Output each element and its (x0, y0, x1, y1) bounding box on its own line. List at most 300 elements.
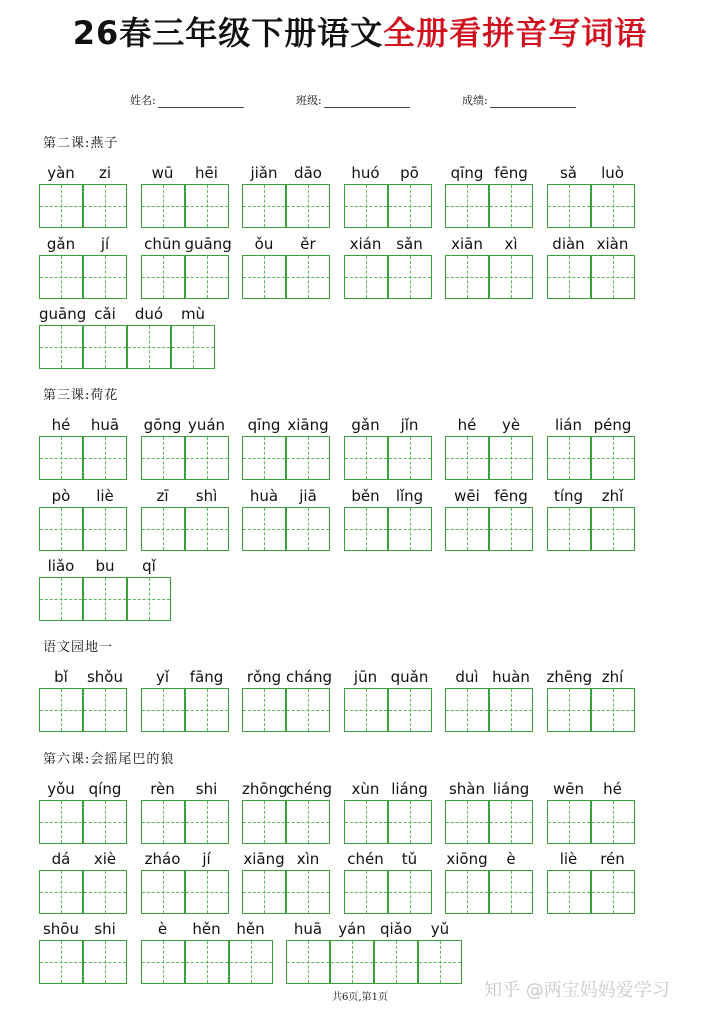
writing-box[interactable] (83, 436, 127, 480)
writing-box[interactable] (141, 940, 185, 984)
grid-guide-v (410, 871, 411, 913)
grid-guide-v (105, 689, 106, 731)
pinyin-label: fāng (189, 668, 224, 686)
pinyin-label: diàn (552, 235, 585, 253)
writing-box[interactable] (242, 870, 286, 914)
pinyin-label: dá (51, 850, 71, 868)
writing-box[interactable] (286, 870, 330, 914)
grid-guide-v (308, 871, 309, 913)
grid-guide-v (61, 326, 62, 368)
grid-guide-v (613, 689, 614, 731)
writing-box[interactable] (242, 255, 286, 299)
writing-box[interactable] (242, 800, 286, 844)
grid-guide-v (396, 941, 397, 983)
writing-box[interactable] (489, 184, 533, 228)
writing-box[interactable] (39, 870, 83, 914)
pinyin-label: chén (347, 850, 384, 868)
pinyin-label: hé (457, 416, 477, 434)
writing-box[interactable] (141, 255, 185, 299)
pinyin-label: ǒu (254, 235, 274, 253)
pinyin-label: jiā (299, 487, 317, 505)
pinyin-label: lǐng (395, 487, 424, 505)
pinyin-label: xián (349, 235, 382, 253)
pinyin-label: rén (600, 850, 625, 868)
grid-guide-v (105, 256, 106, 298)
grid-guide-v (467, 437, 468, 479)
writing-box[interactable] (388, 800, 432, 844)
pinyin-label: mù (180, 305, 206, 323)
pinyin-label: dāo (294, 164, 322, 182)
writing-box[interactable] (344, 255, 388, 299)
pinyin-label: xiè (93, 850, 117, 868)
pinyin-label: gǎn (351, 416, 380, 434)
writing-box[interactable] (344, 870, 388, 914)
writing-box[interactable] (39, 577, 83, 621)
grid-guide-v (207, 801, 208, 843)
grid-guide-v (410, 508, 411, 550)
grid-guide-v (569, 689, 570, 731)
grid-guide-v (61, 256, 62, 298)
name-field[interactable] (130, 92, 244, 108)
grid-guide-v (105, 941, 106, 983)
grid-guide-v (467, 801, 468, 843)
pinyin-label: xùn (351, 780, 380, 798)
grid-guide-v (193, 326, 194, 368)
pinyin-label: qīng (450, 164, 484, 182)
pinyin-label: pō (400, 164, 419, 182)
grid-guide-v (264, 256, 265, 298)
pinyin-label: yuán (187, 416, 226, 434)
grid-guide-v (207, 941, 208, 983)
grid-guide-v (511, 508, 512, 550)
pinyin-label: zhǐ (601, 487, 624, 505)
writing-box[interactable] (39, 940, 83, 984)
writing-box[interactable] (344, 507, 388, 551)
writing-box[interactable] (445, 184, 489, 228)
writing-box[interactable] (185, 184, 229, 228)
pinyin-label: wū (151, 164, 174, 182)
grid-guide-v (264, 801, 265, 843)
grid-guide-v (410, 256, 411, 298)
writing-box[interactable] (141, 507, 185, 551)
grid-guide-v (105, 578, 106, 620)
grid-guide-v (207, 871, 208, 913)
writing-box[interactable] (286, 800, 330, 844)
grid-guide-v (569, 508, 570, 550)
grid-guide-v (308, 508, 309, 550)
writing-box[interactable] (445, 507, 489, 551)
pinyin-label: xiāng (243, 850, 285, 868)
class-field[interactable] (296, 92, 410, 108)
writing-box[interactable] (83, 325, 127, 369)
writing-box[interactable] (185, 800, 229, 844)
grid-guide-v (264, 508, 265, 550)
grid-guide-v (149, 578, 150, 620)
pinyin-label: pò (51, 487, 71, 505)
pinyin-label: liè (559, 850, 578, 868)
page-title (0, 10, 720, 56)
pinyin-label: yán (338, 920, 366, 938)
grid-guide-v (163, 256, 164, 298)
pinyin-label: yǒu (47, 780, 75, 798)
pinyin-label: guāng (184, 235, 232, 253)
pinyin-label: chūn (144, 235, 181, 253)
pinyin-label: shì (195, 487, 218, 505)
grid-guide-v (467, 508, 468, 550)
pinyin-label: chéng (286, 780, 333, 798)
grid-guide-v (61, 801, 62, 843)
pinyin-label: xìn (296, 850, 320, 868)
grid-guide-v (613, 871, 614, 913)
class-blank[interactable] (324, 95, 410, 108)
pinyin-label: gǎn (46, 235, 76, 253)
writing-box[interactable] (185, 255, 229, 299)
pinyin-label: jūn (353, 668, 378, 686)
grid-guide-v (410, 801, 411, 843)
pinyin-label: zi (98, 164, 112, 182)
grid-guide-v (61, 871, 62, 913)
grid-guide-v (511, 871, 512, 913)
writing-box[interactable] (591, 184, 635, 228)
pinyin-label: hěn (192, 920, 221, 938)
writing-box[interactable] (374, 940, 418, 984)
grid-guide-v (207, 256, 208, 298)
writing-box[interactable] (547, 507, 591, 551)
grid-guide-v (352, 941, 353, 983)
pinyin-label: zī (156, 487, 169, 505)
pinyin-label: rǒng (246, 668, 282, 686)
writing-box[interactable] (185, 870, 229, 914)
pinyin-label: jí (202, 850, 211, 868)
grid-guide-v (105, 326, 106, 368)
pinyin-label: běn (351, 487, 380, 505)
grid-guide-v (264, 871, 265, 913)
writing-box[interactable] (547, 184, 591, 228)
watermark: 知乎 @两宝妈妈爱学习 (484, 980, 670, 1001)
pinyin-label: yǐ (155, 668, 170, 686)
pinyin-label: shàn (448, 780, 486, 798)
writing-box[interactable] (489, 436, 533, 480)
grid-guide-v (207, 437, 208, 479)
writing-box[interactable] (286, 940, 330, 984)
pinyin-label: yǔ (430, 920, 450, 938)
writing-box[interactable] (39, 184, 83, 228)
grid-guide-v (61, 437, 62, 479)
section-title: 第六课:会摇尾巴的狼 (43, 752, 175, 767)
writing-box[interactable] (344, 688, 388, 732)
pinyin-label: cǎi (94, 305, 116, 323)
pinyin-label: qīng (247, 416, 281, 434)
pinyin-label: xiāng (287, 416, 329, 434)
writing-box[interactable] (83, 255, 127, 299)
writing-box[interactable] (242, 184, 286, 228)
pinyin-label: bǐ (54, 668, 68, 686)
section-title: 第二课:燕子 (43, 136, 119, 151)
writing-box[interactable] (229, 940, 273, 984)
pinyin-label: hēi (195, 164, 218, 182)
writing-box[interactable] (39, 325, 83, 369)
writing-box[interactable] (286, 255, 330, 299)
writing-box[interactable] (388, 184, 432, 228)
grid-guide-v (511, 185, 512, 227)
pinyin-label: qiǎo (379, 920, 413, 938)
grid-guide-v (163, 801, 164, 843)
grid-guide-v (366, 437, 367, 479)
grid-guide-v (105, 185, 106, 227)
pinyin-label: hé (51, 416, 71, 434)
grid-guide-v (511, 801, 512, 843)
writing-box[interactable] (83, 577, 127, 621)
grid-guide-v (308, 941, 309, 983)
grid-guide-v (61, 941, 62, 983)
grid-guide-v (613, 256, 614, 298)
pinyin-label: zhōng (242, 780, 288, 798)
writing-box[interactable] (83, 184, 127, 228)
pinyin-label: zhí (601, 668, 624, 686)
pinyin-label: liè (96, 487, 114, 505)
grid-guide-v (163, 871, 164, 913)
pinyin-label: luò (601, 164, 624, 182)
pinyin-label: shǒu (86, 668, 123, 686)
writing-box[interactable] (83, 688, 127, 732)
score-blank[interactable] (490, 95, 576, 108)
grid-guide-v (366, 508, 367, 550)
grid-guide-v (264, 185, 265, 227)
writing-box[interactable] (141, 436, 185, 480)
grid-guide-v (61, 578, 62, 620)
grid-guide-v (61, 689, 62, 731)
writing-box[interactable] (39, 436, 83, 480)
grid-guide-v (366, 801, 367, 843)
writing-box[interactable] (344, 184, 388, 228)
pinyin-label: liǎo (47, 557, 75, 575)
writing-box[interactable] (388, 255, 432, 299)
writing-box[interactable] (445, 688, 489, 732)
pinyin-label: yàn (47, 164, 75, 182)
writing-box[interactable] (547, 436, 591, 480)
name-blank[interactable] (158, 95, 244, 108)
grid-guide-v (569, 256, 570, 298)
grid-guide-v (163, 508, 164, 550)
writing-box[interactable] (185, 940, 229, 984)
grid-guide-v (467, 256, 468, 298)
writing-box[interactable] (330, 940, 374, 984)
grid-guide-v (569, 871, 570, 913)
writing-box[interactable] (83, 940, 127, 984)
grid-guide-v (207, 185, 208, 227)
writing-box[interactable] (388, 507, 432, 551)
writing-box[interactable] (547, 800, 591, 844)
grid-guide-v (410, 185, 411, 227)
writing-box[interactable] (242, 436, 286, 480)
writing-box[interactable] (39, 688, 83, 732)
writing-box[interactable] (141, 184, 185, 228)
grid-guide-v (366, 871, 367, 913)
grid-guide-v (61, 185, 62, 227)
writing-box[interactable] (445, 436, 489, 480)
grid-guide-v (613, 437, 614, 479)
grid-guide-v (163, 185, 164, 227)
pinyin-label: hěn (236, 920, 265, 938)
writing-box[interactable] (141, 870, 185, 914)
pinyin-label: qíng (88, 780, 122, 798)
pinyin-label: xì (504, 235, 518, 253)
writing-box[interactable] (489, 255, 533, 299)
pinyin-label: huàn (492, 668, 530, 686)
pinyin-label: liáng (492, 780, 530, 798)
writing-box[interactable] (547, 870, 591, 914)
grid-guide-v (308, 185, 309, 227)
writing-box[interactable] (83, 800, 127, 844)
grid-guide-v (308, 689, 309, 731)
grid-guide-v (264, 689, 265, 731)
pinyin-label: shi (195, 780, 218, 798)
writing-box[interactable] (591, 800, 635, 844)
writing-box[interactable] (171, 325, 215, 369)
pinyin-label: tǔ (401, 850, 418, 868)
name-label: 姓名: (130, 94, 156, 107)
writing-box[interactable] (39, 255, 83, 299)
pinyin-label: huó (351, 164, 380, 182)
grid-guide-v (308, 801, 309, 843)
pinyin-label: è (157, 920, 168, 938)
writing-box[interactable] (591, 436, 635, 480)
grid-guide-v (366, 185, 367, 227)
grid-guide-v (613, 185, 614, 227)
writing-box[interactable] (185, 688, 229, 732)
grid-guide-v (613, 508, 614, 550)
pinyin-label: huā (90, 416, 120, 434)
grid-guide-v (467, 185, 468, 227)
writing-box[interactable] (242, 688, 286, 732)
pinyin-label: wēn (552, 780, 584, 798)
pinyin-label: fēng (494, 164, 528, 182)
section-title: 语文园地一 (43, 640, 114, 655)
pinyin-label: duì (455, 668, 479, 686)
pinyin-label: xiàn (596, 235, 629, 253)
pinyin-label: qǐ (142, 557, 156, 575)
grid-guide-v (163, 437, 164, 479)
pinyin-label: ěr (300, 235, 316, 253)
grid-guide-v (467, 689, 468, 731)
writing-box[interactable] (286, 436, 330, 480)
grid-guide-v (613, 801, 614, 843)
grid-guide-v (308, 256, 309, 298)
writing-box[interactable] (445, 800, 489, 844)
pinyin-label: yè (501, 416, 521, 434)
pinyin-label: shi (94, 920, 116, 938)
grid-guide-v (569, 185, 570, 227)
title-part-red: 全册看拼音写词语 (383, 14, 648, 52)
pinyin-label: cháng (286, 668, 332, 686)
pinyin-label: guāng (39, 305, 87, 323)
pinyin-label: liáng (391, 780, 428, 798)
grid-guide-v (105, 801, 106, 843)
pinyin-label: péng (593, 416, 632, 434)
grid-guide-v (569, 437, 570, 479)
title-part-black: 26春三年级下册语文 (72, 14, 384, 52)
writing-box[interactable] (83, 507, 127, 551)
writing-box[interactable] (591, 870, 635, 914)
pinyin-label: wēi (454, 487, 480, 505)
writing-box[interactable] (547, 688, 591, 732)
writing-box[interactable] (388, 688, 432, 732)
writing-box[interactable] (185, 436, 229, 480)
score-field[interactable] (462, 92, 576, 108)
pinyin-label: jiǎn (250, 164, 278, 182)
pinyin-label: rèn (150, 780, 175, 798)
writing-box[interactable] (591, 507, 635, 551)
writing-box[interactable] (242, 507, 286, 551)
writing-box[interactable] (489, 800, 533, 844)
pinyin-label: bu (95, 557, 115, 575)
grid-guide-v (410, 437, 411, 479)
grid-guide-v (569, 801, 570, 843)
writing-box[interactable] (286, 184, 330, 228)
pinyin-label: quǎn (390, 668, 429, 686)
writing-box[interactable] (388, 870, 432, 914)
writing-box[interactable] (344, 800, 388, 844)
grid-guide-v (61, 508, 62, 550)
pinyin-label: xiān (451, 235, 483, 253)
pinyin-label: tíng (553, 487, 584, 505)
writing-box[interactable] (547, 255, 591, 299)
writing-box[interactable] (445, 255, 489, 299)
writing-box[interactable] (39, 507, 83, 551)
pinyin-label: hé (603, 780, 622, 798)
writing-box[interactable] (286, 688, 330, 732)
writing-box[interactable] (141, 688, 185, 732)
writing-box[interactable] (286, 507, 330, 551)
pinyin-label: gōng (143, 416, 182, 434)
grid-guide-v (264, 437, 265, 479)
writing-box[interactable] (591, 688, 635, 732)
writing-box[interactable] (489, 870, 533, 914)
writing-box[interactable] (83, 870, 127, 914)
pinyin-label: zháo (144, 850, 181, 868)
grid-guide-v (149, 326, 150, 368)
writing-box[interactable] (489, 688, 533, 732)
writing-box[interactable] (127, 325, 171, 369)
writing-box[interactable] (127, 577, 171, 621)
grid-guide-v (467, 871, 468, 913)
pinyin-label: jí (100, 235, 110, 253)
pinyin-label: duó (134, 305, 164, 323)
page-footer: 共6页,第1页 (332, 992, 388, 1003)
student-info (0, 92, 720, 108)
class-label: 班级: (296, 94, 322, 107)
writing-box[interactable] (39, 800, 83, 844)
writing-box[interactable] (445, 870, 489, 914)
writing-box[interactable] (185, 507, 229, 551)
pinyin-label: è (506, 850, 516, 868)
pinyin-label: huà (249, 487, 279, 505)
grid-guide-v (163, 941, 164, 983)
pinyin-label: huā (293, 920, 323, 938)
writing-box[interactable] (388, 436, 432, 480)
writing-box[interactable] (418, 940, 462, 984)
grid-guide-v (207, 689, 208, 731)
grid-guide-v (207, 508, 208, 550)
grid-guide-v (308, 437, 309, 479)
writing-box[interactable] (591, 255, 635, 299)
pinyin-label: sǎ (559, 164, 577, 182)
pinyin-label: sǎn (396, 235, 423, 253)
writing-box[interactable] (489, 507, 533, 551)
writing-box[interactable] (344, 436, 388, 480)
pinyin-label: lián (554, 416, 583, 434)
writing-box[interactable] (141, 800, 185, 844)
